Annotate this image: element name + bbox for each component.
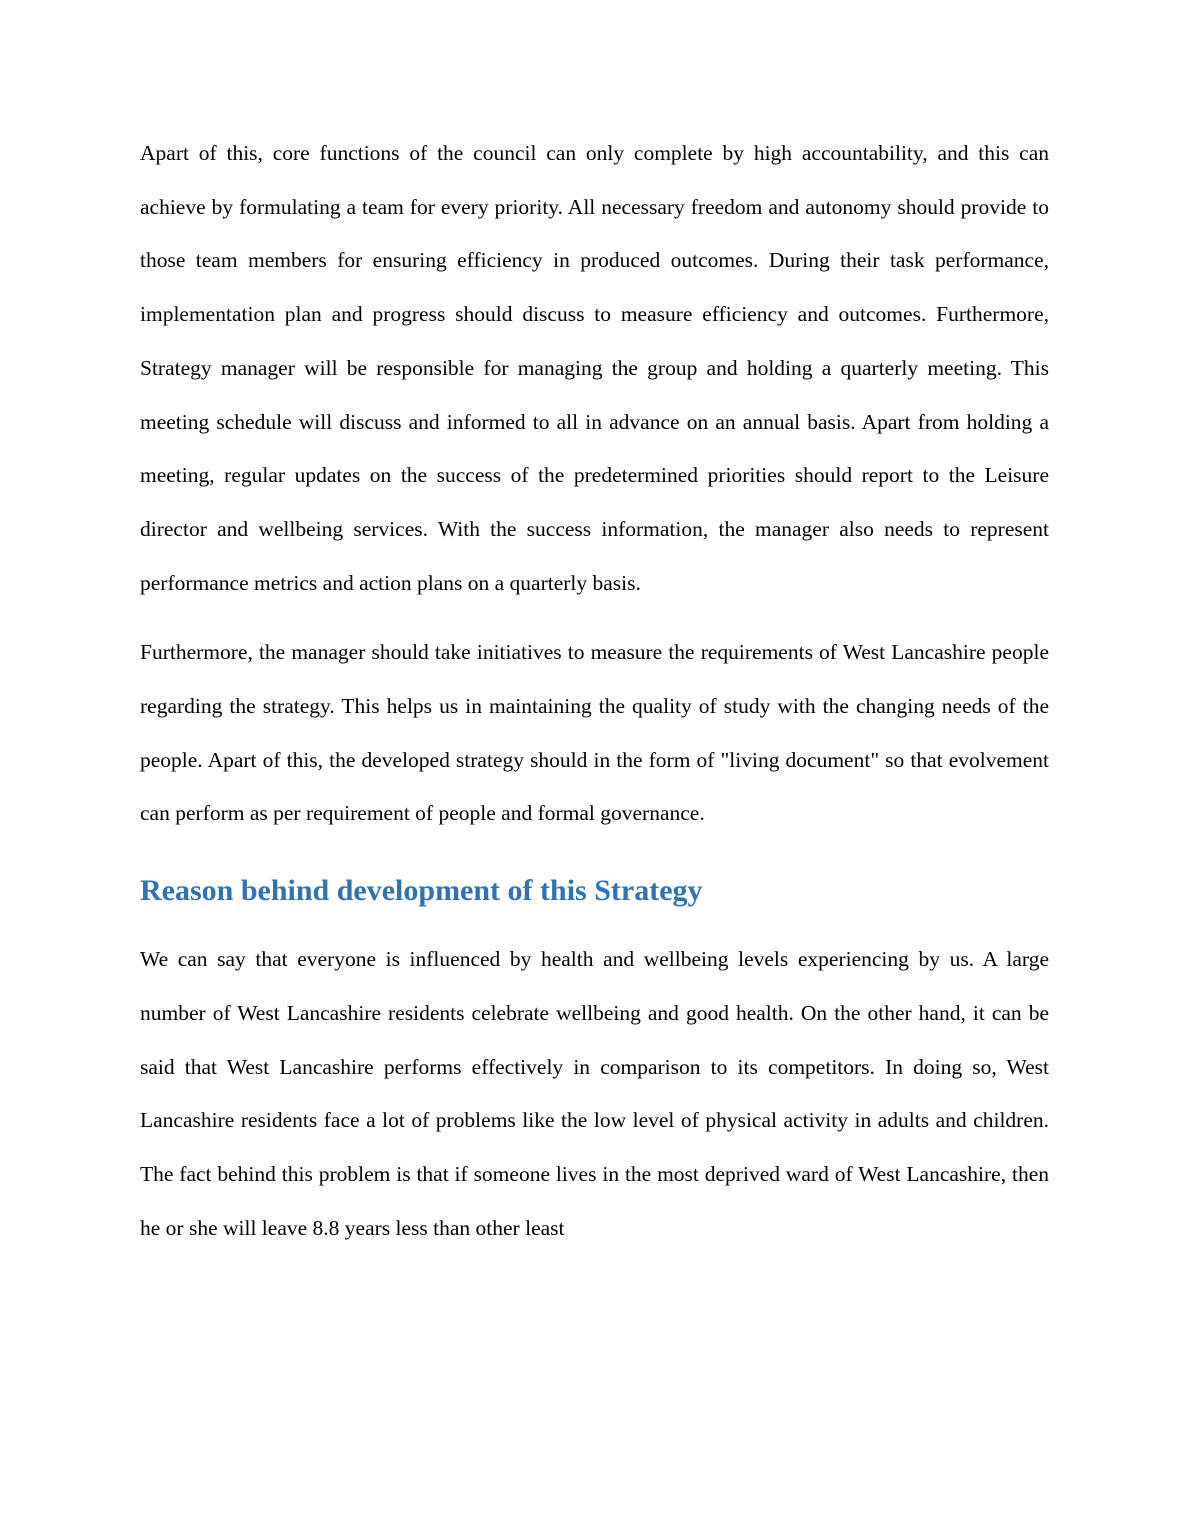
section-heading: Reason behind development of this Strategy xyxy=(140,874,703,908)
document-page xyxy=(140,127,1049,1271)
body-paragraph-reason: We can say that everyone is influenced by health and wellbeing levels experiencing by us. A large number of West Lancashire residents celebrate wellbeing and good health. On the other hand, it can be said that West Lancashire performs effectively in comparison to its competitors. In doing so, West Lancashire residents face a lot of problems like the low level of physical activity in adults and children. The fact behind this problem is that if someone lives in the most deprived ward of West Lancashire, then he or she will leave 8.8 years less than other least xyxy=(140,947,1049,1240)
body-paragraph-requirements: Furthermore, the manager should take initiatives to measure the requirements of West Lancashire people regarding the strategy. This helps us in maintaining the quality of study with the changing needs of the people. Apart of this, the developed strategy should in the form of "living document" so that evolvement can perform as per requirement of people and formal governance. xyxy=(140,640,1049,826)
body-paragraph-accountability: Apart of this, core functions of the council can only complete by high accountability, and this can achieve by formulating a team for every priority. All necessary freedom and autonomy should provide to those team members for ensuring efficiency in produced outcomes. During their task performance, implementation plan and progress should discuss to measure efficiency and outcomes. Furthermore, Strategy manager will be responsible for managing the group and holding a quarterly meeting. This meeting schedule will discuss and informed to all in advance on an annual basis. Apart from holding a meeting, regular updates on the success of the predetermined priorities should report to the Leisure director and wellbeing services. With the success information, the manager also needs to represent performance metrics and action plans on a quarterly basis. xyxy=(140,141,1049,595)
